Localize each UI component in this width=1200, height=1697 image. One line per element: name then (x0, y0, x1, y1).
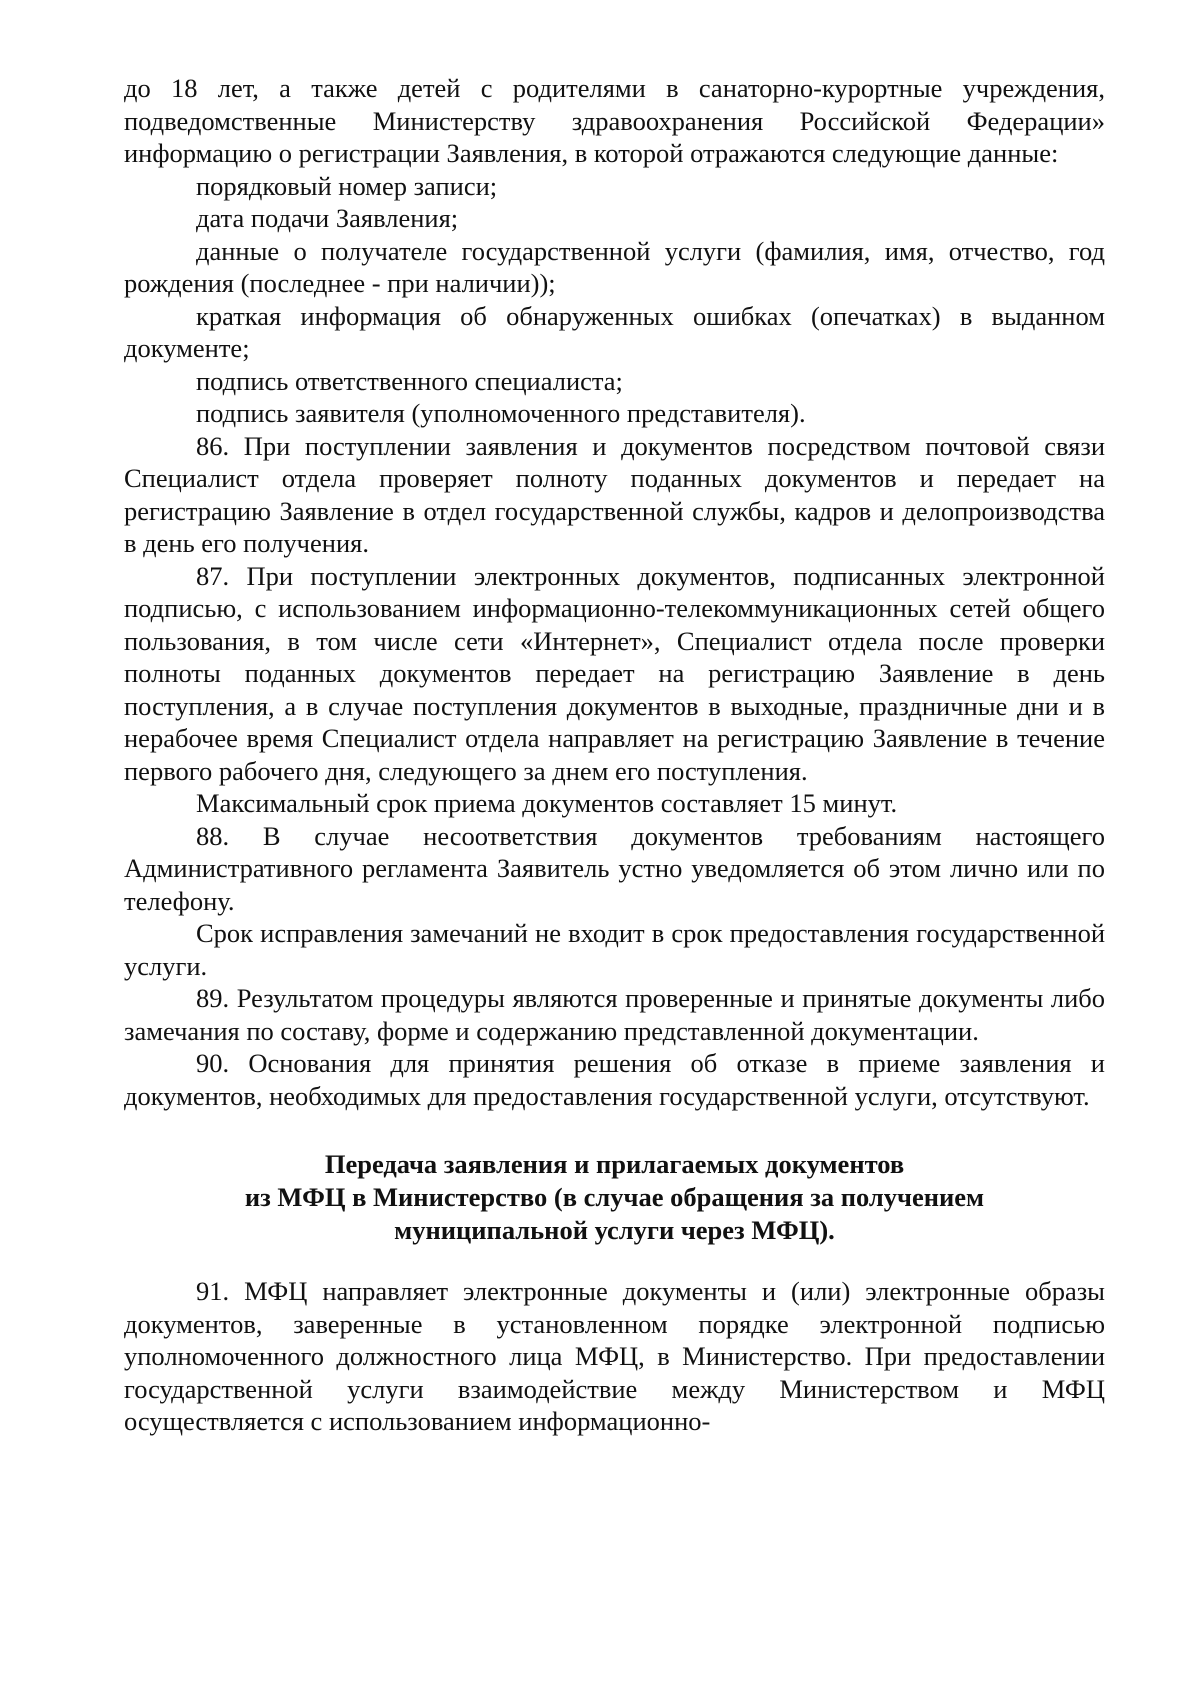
heading-line-3: муниципальной услуги через МФЦ). (394, 1215, 835, 1245)
paragraph-90: 90. Основания для принятия решения об отказе в приеме заявления и документов, необходимых для предоставления государственной услуги, отсутствуют. (124, 1048, 1105, 1111)
paragraph-correction-term: Срок исправления замечаний не входит в срок предоставления государственной услуги. (124, 918, 1105, 981)
list-item-submission-date: дата подачи Заявления; (196, 203, 459, 233)
list-item-recipient-data: данные о получателе государственной услуги (фамилия, имя, отчество, год рождения (последнее - при наличии)); (124, 235, 1105, 298)
paragraph-89: 89. Результатом процедуры являются проверенные и принятые документы либо замечания по составу, форме и содержанию представленной документации. (124, 983, 1105, 1046)
list-item-applicant-signature: подпись заявителя (уполномоченного представителя). (196, 398, 806, 428)
paragraph-intro: до 18 лет, а также детей с родителями в санаторно-курортные учреждения, подведомственные Министерству здравоохранения Российской Федерации» информацию о регистрации Заявления, в которой отражаются следующие данные: (124, 73, 1105, 168)
heading-line-2: из МФЦ в Министерство (в случае обращения за получением (244, 1182, 985, 1212)
heading-line-1: Передача заявления и прилагаемых документов (324, 1149, 905, 1179)
paragraph-88: 88. В случае несоответствия документов требованиям настоящего Административного регламента Заявитель устно уведомляется об этом лично или по телефону. (124, 820, 1105, 916)
list-item-specialist-signature: подпись ответственного специалиста; (196, 365, 623, 396)
list-item-errors-info: краткая информация об обнаруженных ошибках (опечатках) в выданном документе; (124, 300, 1105, 363)
list-item-record-number: порядковый номер записи; (196, 170, 498, 201)
paragraph-86: 86. При поступлении заявления и документов посредством почтовой связи Специалист отдела проверяет полноту поданных документов и передает на регистрацию Заявление в отдел государственной службы, кадров и делопроизводства в день его получения. (124, 430, 1105, 558)
document-page (124, 72, 1105, 1438)
paragraph-91: 91. МФЦ направляет электронные документы и (или) электронные образы документов, заверенные в установленном порядке электронной подписью уполномоченного должностного лица МФЦ, в Министерство. При предоставлении государственной услуги взаимодействие между Министерством и МФЦ осуществляется с использованием информационно- (124, 1276, 1105, 1436)
paragraph-max-time: Максимальный срок приема документов составляет 15 минут. (196, 788, 898, 818)
section-heading (124, 1148, 1105, 1247)
paragraph-87: 87. При поступлении электронных документов, подписанных электронной подписью, с использованием информационно-телекоммуникационных сетей общего пользования, в том числе сети «Интернет», Специалист отдела после проверки полноты поданных документов передает на регистрацию Заявление в день поступления, а в случае поступления документов в выходные, праздничные дни и в нерабочее время Специалист отдела направляет на регистрацию Заявление в течение первого рабочего дня, следующего за днем его поступления. (124, 560, 1105, 786)
